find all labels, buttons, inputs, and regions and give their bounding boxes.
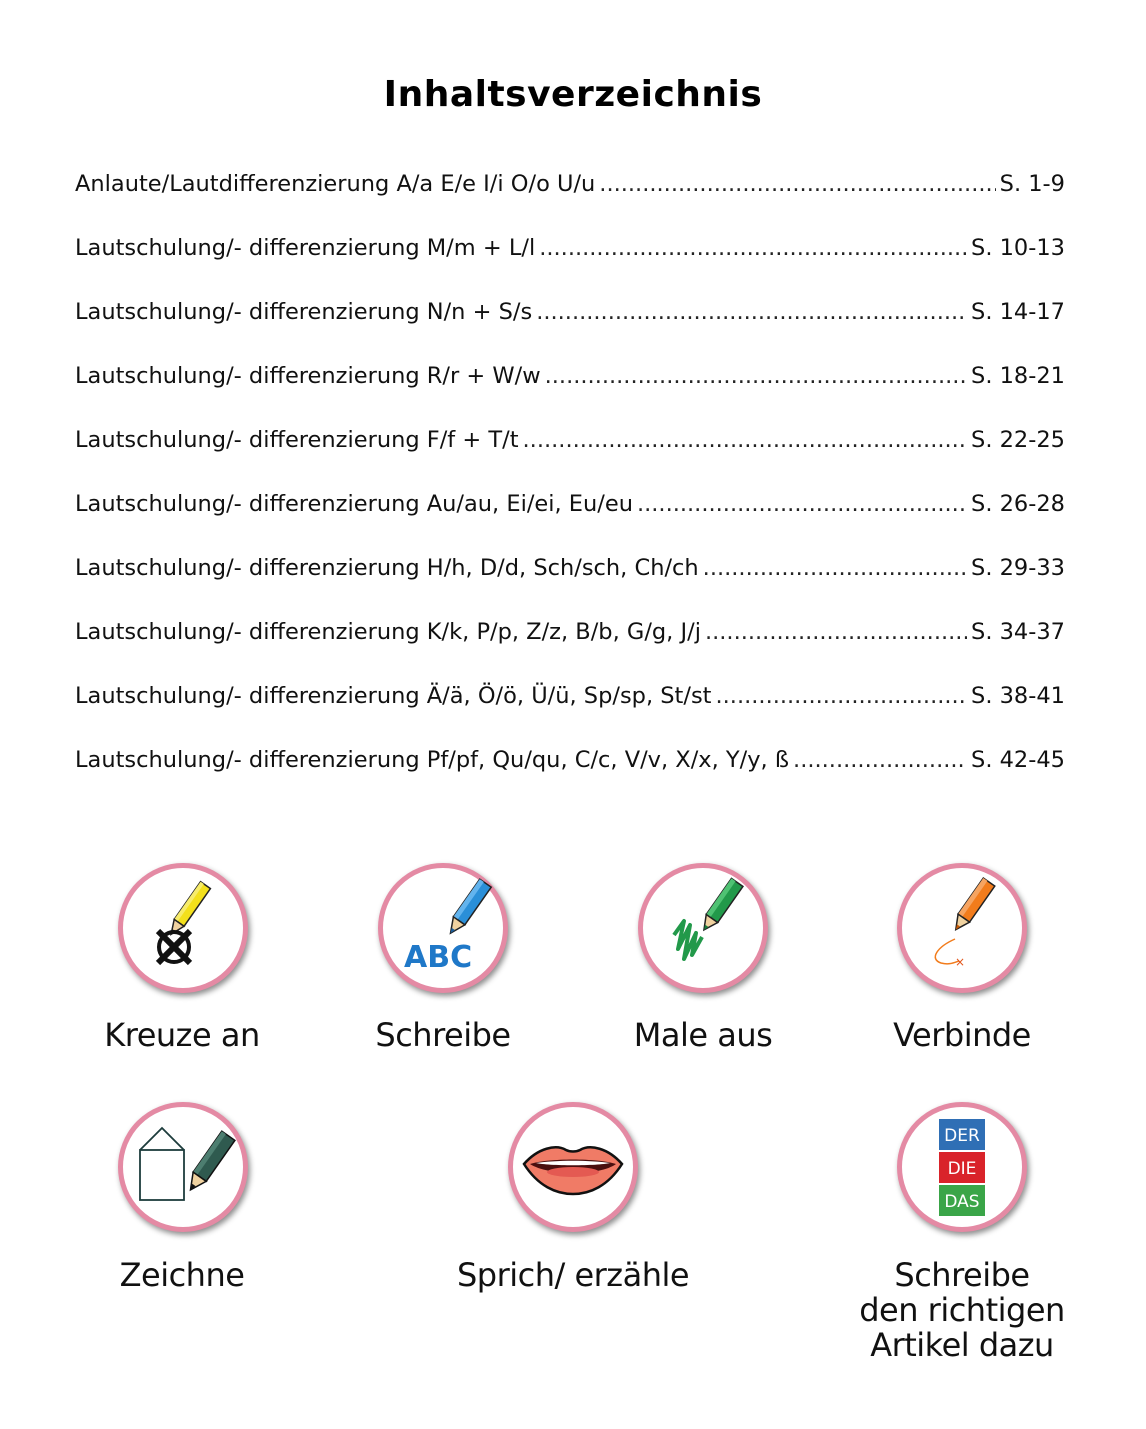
der-die-das-icon xyxy=(897,1102,1027,1232)
toc-row xyxy=(75,610,1065,674)
toc-row xyxy=(75,482,1065,546)
caption-artikel xyxy=(842,1258,1082,1363)
toc-row xyxy=(75,738,1065,802)
toc-page: S. 1-9 xyxy=(999,171,1065,197)
toc-row xyxy=(75,290,1065,354)
toc-leader-dots xyxy=(539,226,967,270)
caption-artikel-line: den richtigen xyxy=(859,1291,1065,1329)
toc-label: Lautschulung/- differenzierung N/n + S/s xyxy=(75,299,533,325)
toc-row xyxy=(75,162,1065,226)
caption-artikel-line: Artikel dazu xyxy=(870,1326,1054,1364)
caption-artikel-line: Schreibe xyxy=(894,1256,1030,1294)
toc-leader-dots xyxy=(705,610,967,654)
article-die: DIE xyxy=(947,1159,977,1179)
toc-page: S. 29-33 xyxy=(971,555,1065,581)
caption-sprich-erzaehle: Sprich/ erzähle xyxy=(456,1256,690,1294)
toc-leader-dots xyxy=(637,482,967,526)
toc-row xyxy=(75,674,1065,738)
toc-label: Lautschulung/- differenzierung F/f + T/t xyxy=(75,427,519,453)
yellow-pencil-cross-icon xyxy=(118,863,248,993)
table-of-contents xyxy=(75,162,1065,802)
toc-row xyxy=(75,546,1065,610)
toc-label: Lautschulung/- differenzierung Pf/pf, Qu/qu, C/c, V/v, X/x, Y/y, ß xyxy=(75,747,790,773)
toc-label: Lautschulung/- differenzierung K/k, P/p, Z/z, B/b, G/g, J/j xyxy=(75,619,701,645)
toc-label: Lautschulung/- differenzierung Au/au, Ei/ei, Eu/eu xyxy=(75,491,633,517)
house-pencil-icon xyxy=(118,1102,248,1232)
toc-label: Lautschulung/- differenzierung H/h, D/d, Sch/sch, Ch/ch xyxy=(75,555,699,581)
toc-row xyxy=(75,418,1065,482)
toc-leader-dots xyxy=(536,290,967,334)
toc-page: S. 10-13 xyxy=(971,235,1065,261)
toc-leader-dots xyxy=(599,162,995,206)
toc-page: S. 18-21 xyxy=(971,363,1065,389)
toc-page: S. 14-17 xyxy=(971,299,1065,325)
caption-schreibe: Schreibe xyxy=(375,1016,511,1054)
article-das: DAS xyxy=(944,1192,980,1212)
caption-kreuze-an: Kreuze an xyxy=(104,1016,260,1054)
toc-label: Lautschulung/- differenzierung R/r + W/w xyxy=(75,363,541,389)
green-pencil-scribble-icon xyxy=(638,863,768,993)
toc-page: S. 26-28 xyxy=(971,491,1065,517)
caption-verbinde: Verbinde xyxy=(893,1016,1031,1054)
page-title: Inhaltsverzeichnis xyxy=(383,74,763,115)
toc-label: Lautschulung/- differenzierung M/m + L/l xyxy=(75,235,536,261)
toc-page: S. 38-41 xyxy=(971,683,1065,709)
article-der: DER xyxy=(944,1126,980,1146)
toc-leader-dots xyxy=(545,354,967,398)
toc-row xyxy=(75,354,1065,418)
caption-male-aus: Male aus xyxy=(633,1016,773,1054)
toc-page: S. 22-25 xyxy=(971,427,1065,453)
caption-zeichne: Zeichne xyxy=(119,1256,245,1294)
toc-page: S. 34-37 xyxy=(971,619,1065,645)
blue-pencil-abc-icon xyxy=(378,863,508,993)
orange-pencil-connect-icon xyxy=(897,863,1027,993)
svg-text:×: × xyxy=(955,955,966,969)
toc-leader-dots xyxy=(703,546,967,590)
toc-page: S. 42-45 xyxy=(971,747,1065,773)
abc-letters: ABC xyxy=(404,940,473,975)
toc-leader-dots xyxy=(523,418,968,462)
toc-label: Anlaute/Lautdifferenzierung A/a E/e I/i O/o U/u xyxy=(75,171,596,197)
toc-leader-dots xyxy=(716,674,968,718)
mouth-icon xyxy=(508,1102,638,1232)
toc-row xyxy=(75,226,1065,290)
toc-leader-dots xyxy=(793,738,967,782)
toc-label: Lautschulung/- differenzierung Ä/ä, Ö/ö, Ü/ü, Sp/sp, St/st xyxy=(75,683,712,709)
